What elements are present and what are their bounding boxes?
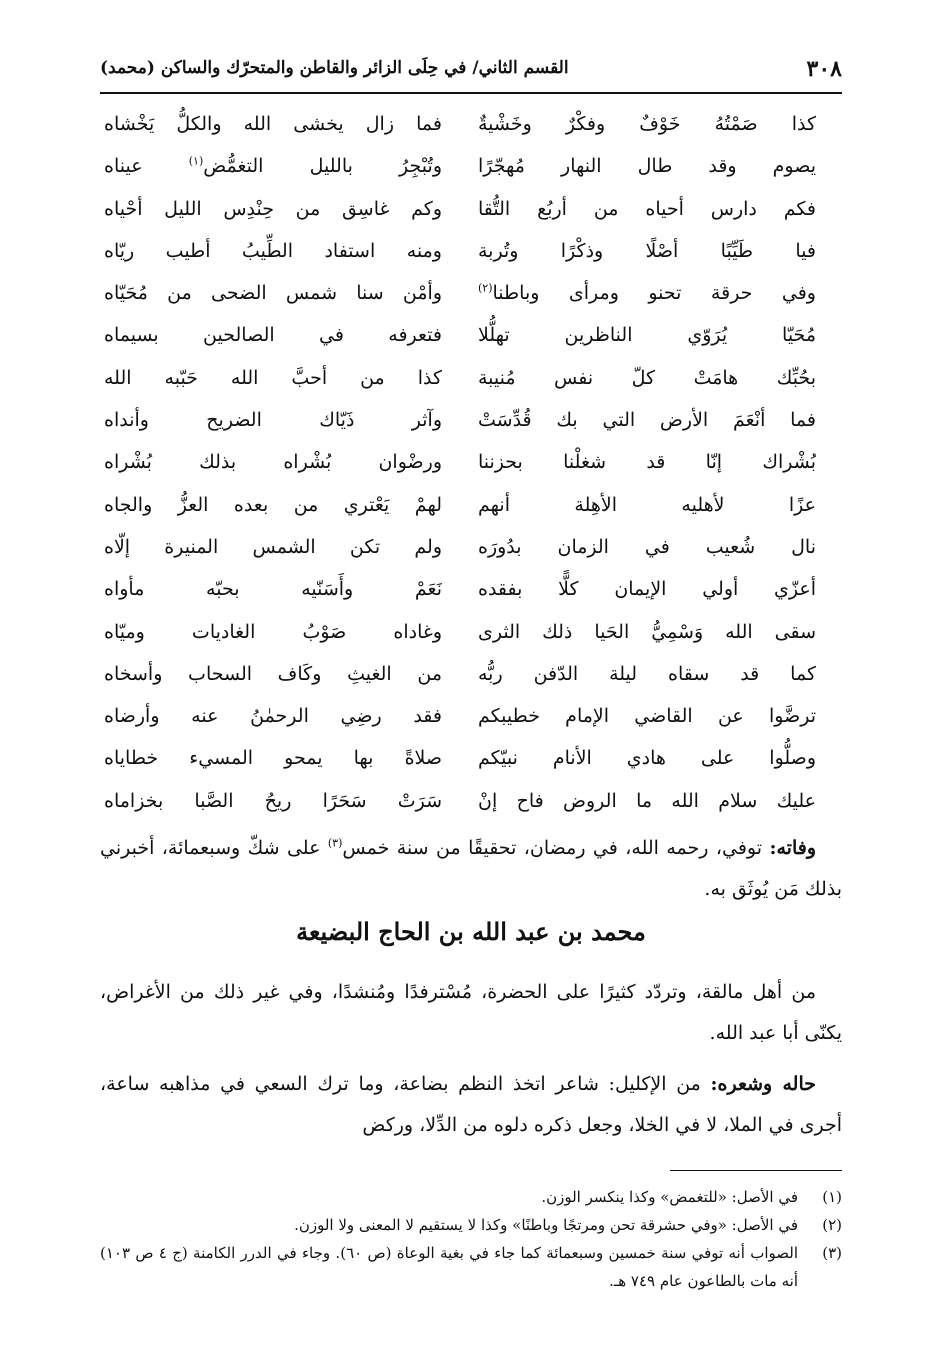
verse-second-hemistich: وغاداه صَوْبُ الغاديات وميّاه (104, 620, 442, 643)
death-text: توفي، رحمه الله، في رمضان، تحقيقًا من سنة خمس (342, 837, 770, 859)
page-number: ٣٠٨ (806, 56, 842, 82)
verse-first-hemistich: عزًا لأهليه الأهِلة أنهم (478, 493, 816, 516)
verse-second-hemistich: ومنه استفاد الطِّيبُ أطيب ريّاه (104, 239, 442, 262)
verse-first-hemistich: أعزّي أولي الإيمان كلًّا بفقده (478, 578, 816, 601)
footnote-number: (٢) (822, 1216, 842, 1234)
verse-second-hemistich: فقد رضِي الرحمٰنُ عنه وأرضاه (104, 705, 442, 728)
verse-first-hemistich: بُشْراك إنّا قد شغلْنا بحزننا (478, 451, 816, 474)
footnotes (100, 1183, 842, 1295)
poem-verse (100, 358, 842, 400)
verse-first-hemistich: مُحَيّا يُرَوّي الناظرين تهلُّلا (478, 324, 816, 347)
verse-second-hemistich: وكم غاسِق من حِنْدِس الليل أحْياه (104, 197, 442, 220)
footnote-marker[interactable]: (٣) (327, 836, 343, 850)
death-paragraph (100, 828, 842, 910)
poem-verse (100, 738, 842, 780)
origin-text: من أهل مالقة، وتردّد كثيرًا على الحضرة، مُسْترفدًا ومُنشدًا، وفي غير ذلك من الأغراض، يكنّى أبا عبد الله. (100, 981, 842, 1044)
footnote-marker[interactable]: (١) (188, 154, 204, 168)
biography-title: محمد بن عبد الله بن الحاج البضيعة (296, 917, 646, 946)
verse-second-hemistich: نَعَمْ وأَسَنّيه بحبّه مأواه (104, 578, 442, 601)
footnote-number: (٣) (822, 1244, 842, 1262)
hemistich-text: عيناه (104, 155, 189, 178)
origin-paragraph (100, 972, 842, 1054)
verse-first-hemistich: فيا طَيِّبًا أصْلًا وذكْرًا وتُربة (478, 239, 816, 262)
verse-first-hemistich: كما قد سقاه ليلة الدّفن ربُّه (478, 662, 816, 685)
death-label: وفاته: (769, 837, 817, 859)
death-text-continued: على شكّ وسبعمائة، أخبرني بذلك مَن يُوثَق به. (100, 837, 842, 900)
page-header (100, 52, 842, 94)
verse-first-hemistich: فما أنْعَمَ الأرض التي بك قُدِّسَتْ (478, 409, 816, 432)
verse-second-hemistich: من الغيثِ وكَاف السحاب وأسخاه (104, 662, 442, 685)
footnote (100, 1239, 842, 1295)
verse-second-hemistich (104, 146, 442, 186)
condition-label: حاله وشعره: (710, 1073, 816, 1095)
footnote-text: الصواب أنه توفي سنة خمسين وسبعمائة كما جاء في بغية الوعاة (ص ٦٠). وجاء في الدرر الكامنة (ج ٤ ص ١٠٣) أنه مات بالطاعون عام ٧٤٩ هـ. (100, 1244, 799, 1290)
verse-first-hemistich: ترضَّوا عن القاضي الإمام خطيبكم (478, 705, 816, 728)
poem-verse (100, 400, 842, 442)
verse-first-hemistich: سقى الله وَسْمِيُّ الحَيا ذلك الثرى (478, 620, 816, 643)
verse-first-hemistich: يصوم وقد طال النهار مُهجّرًا (478, 155, 816, 178)
poem-verse (100, 781, 842, 823)
condition-text: من الإكليل: شاعر اتخذ النظم بضاعة، وما ترك السعي في مذاهبه ساعة، أجرى في الملا، لا في الخلا، وجعل ذكره دلوه من الدِّلا، وركض (100, 1073, 842, 1136)
verse-second-hemistich: ولم تكن الشمس المنيرة إلّاه (104, 535, 442, 558)
poem-verse (100, 146, 842, 188)
poem-verse (100, 231, 842, 273)
poem-verse (100, 569, 842, 611)
verse-first-hemistich: وصلُّوا على هادي الأنام نبيّكم (478, 747, 816, 770)
footnote-text: في الأصل: «وفي حشرقة تحن ومرتجًا وباطنًا» وكذا لا يستقيم لا المعنى ولا الوزن. (294, 1216, 798, 1234)
verse-second-hemistich: وآثر ذَيّاك الضريح وأنداه (104, 409, 442, 432)
footnote (100, 1183, 842, 1211)
poem (100, 104, 842, 823)
footnote-marker[interactable]: (٢) (478, 281, 493, 295)
footnote-separator (670, 1170, 842, 1171)
verse-first-hemistich: كذا صَمْتُهُ خَوْفٌ وفكْرٌ وخَشْيةٌ (478, 113, 816, 135)
poem-verse (100, 654, 842, 696)
poem-verse (100, 696, 842, 738)
footnote-text: في الأصل: «للتغمض» وكذا ينكسر الوزن. (541, 1188, 798, 1206)
verse-first-hemistich (478, 273, 816, 313)
verse-first-hemistich: بحُبِّك هامَتْ كلّ نفس مُنيبة (478, 366, 816, 389)
running-title: القسم الثاني/ في حِلَى الزائر والقاطن والمتحرّك والساكن (محمد) (100, 58, 569, 78)
poem-verse (100, 315, 842, 357)
verse-second-hemistich: فما زال يخشى الله والكلُّ يَخْشاه (104, 113, 442, 135)
verse-second-hemistich: لهمْ يَعْتري من بعده العزُّ والجاه (104, 493, 442, 516)
poem-verse (100, 273, 842, 315)
verse-second-hemistich: وأمْن سنا شمس الضحى من مُحَيّاه (104, 282, 442, 305)
verse-second-hemistich: كذا من أحبَّ الله حَبّبه الله (104, 366, 442, 389)
verse-second-hemistich: ورضْوان بُشْراه بذلك بُشْراه (104, 451, 442, 474)
verse-second-hemistich: فتعرفه في الصالحين بسيماه (104, 324, 442, 347)
poem-verse (100, 442, 842, 484)
footnote-number: (١) (822, 1188, 842, 1206)
verse-second-hemistich: سَرَتْ سَحَرًا ريحُ الصَّبا بخزاماه (104, 789, 442, 812)
hemistich-text: وفي حرقة تحنو ومرأى وباطنا (492, 282, 816, 305)
poem-verse (100, 485, 842, 527)
poem-verse (100, 189, 842, 231)
verse-first-hemistich: فكم دارس أحياه من أربُع التُّقا (478, 197, 816, 220)
condition-paragraph (100, 1064, 842, 1146)
verse-first-hemistich: نال شُعيب في الزمان بدُورَه (478, 535, 816, 558)
poem-verse (100, 527, 842, 569)
footnote (100, 1211, 842, 1239)
poem-verse (100, 612, 842, 654)
hemistich-text: وتُبْجِرُ بالليل التغمُّض (203, 155, 442, 178)
verse-first-hemistich: عليك سلام الله ما الروض فاح إنْ (478, 789, 816, 812)
verse-second-hemistich: صلاةً بها يمحو المسيء خطاياه (104, 747, 442, 770)
poem-verse (100, 104, 842, 146)
